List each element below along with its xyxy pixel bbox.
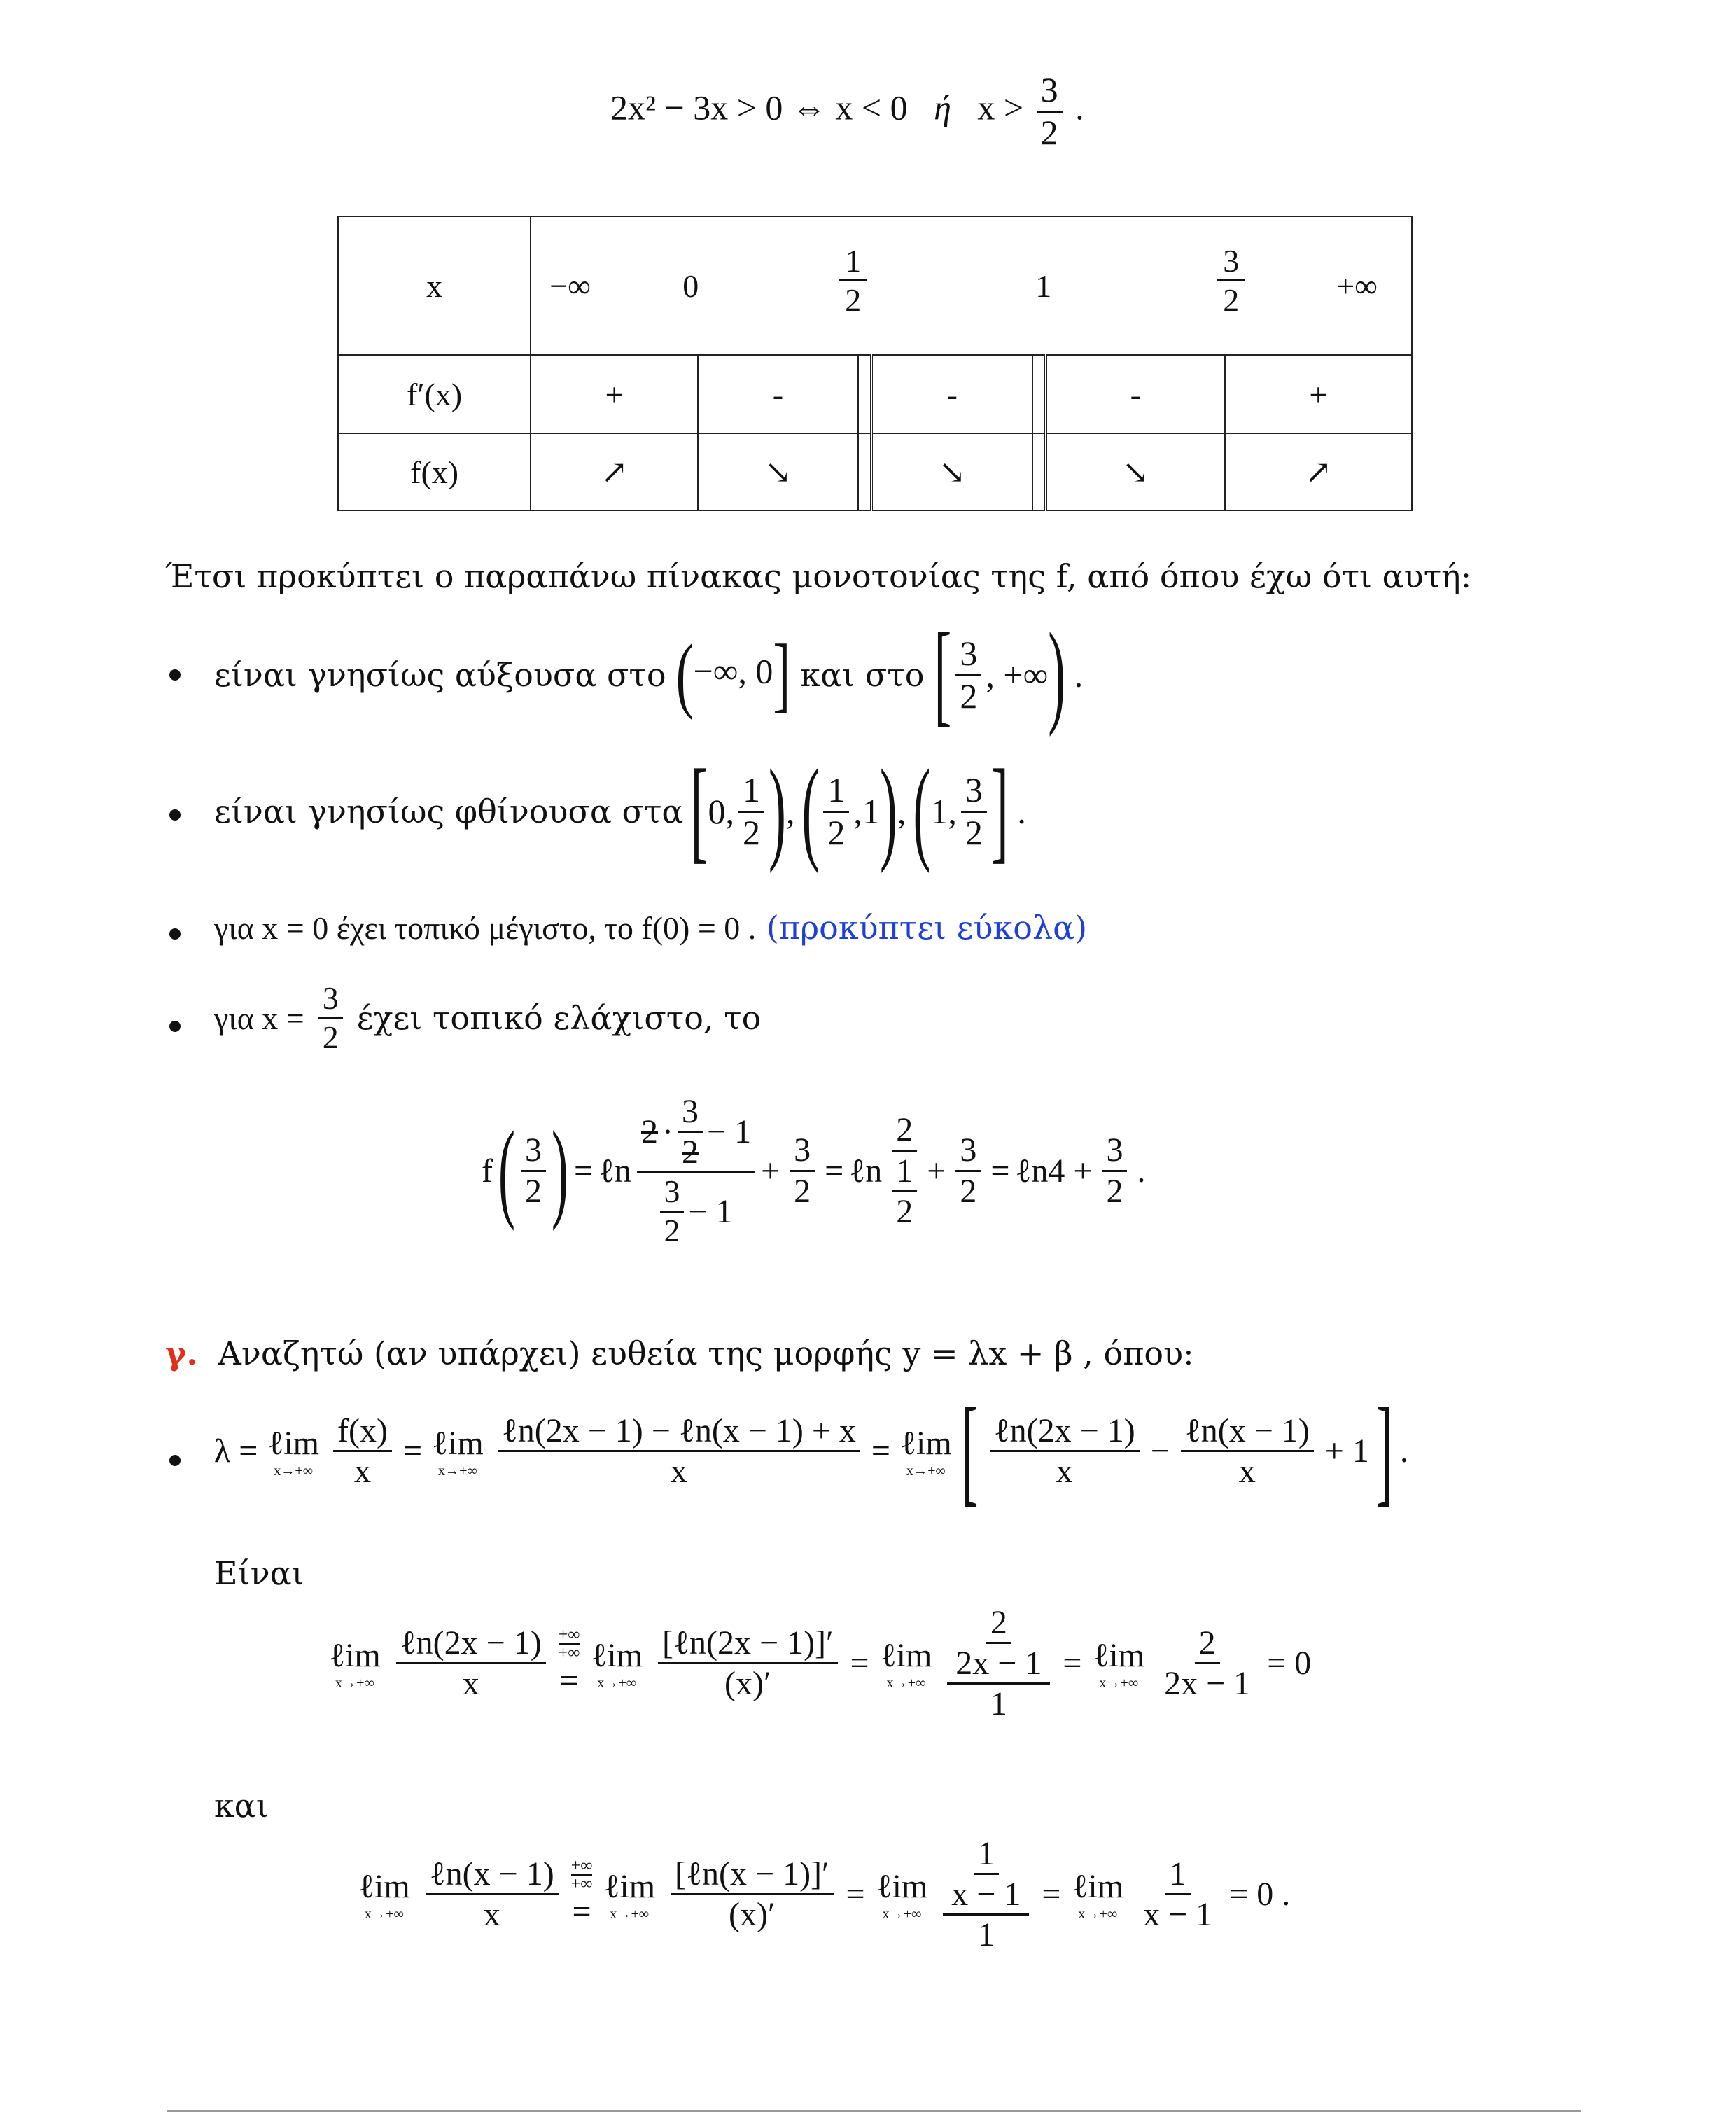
f-arrow: ↘ xyxy=(872,433,1032,510)
fprime-sign: - xyxy=(872,355,1032,433)
interval-2: ( $\frac{1}{2}$ ,1 ) , xyxy=(802,746,906,875)
fmin-big-fraction: 2 · $\frac{3}{2}$ − 1 $\frac{3}{2}$ − 1 xyxy=(637,1092,755,1249)
bullet-dot xyxy=(169,809,181,821)
bullet-decreasing: είναι γνησίως φθίνουσα στα [ 0, $\frac{1}{2}$ ) , ( $\frac{1}{2}$ ,1 ) , ( 1, $\frac{3}{2}$ ] . xyxy=(214,746,1026,875)
bullet-dot xyxy=(169,1021,181,1032)
text-kai: και xyxy=(214,1787,269,1825)
x-point-minus-inf: −∞ xyxy=(550,268,591,304)
intro-text: Έτσι προκύπτει ο παραπάνω πίνακας μονοτονίας της f, από όπου έχω ότι αυτή: xyxy=(165,557,1472,595)
f-arrow: ↗ xyxy=(1225,433,1412,510)
fprime-sign: - xyxy=(698,355,858,433)
x-point-1: 1 xyxy=(1035,268,1052,304)
row-label-f: f(x) xyxy=(338,433,531,510)
x-point-plus-inf: +∞ xyxy=(1336,268,1378,304)
double-bar-one xyxy=(1032,433,1046,510)
limit-ln-2x-1: ℓim x→+∞ $\frac{\text{ℓn(2x − 1)}}{x}$ +∞ +∞ = ℓim x→+∞ $\frac{\text{[ℓn(2x − 1)]′}}{(x)'}$ = ℓim x→+∞ $\frac{\frac{2}{2x - 1}}{1}$ = ℓim x→+∞ $\frac{2}{2x - 1}$ = 0 xyxy=(329,1604,1312,1723)
top-inequality: 2x² − 3x > 0 ⇔ x < 0 ή x > $\frac{3}{2}$ . xyxy=(610,70,1084,152)
x-point-0: 0 xyxy=(682,268,699,304)
table-row-x xyxy=(338,216,1412,355)
x-point-three-halves: 3 2 xyxy=(1217,242,1245,319)
row-label-fprime: f′(x) xyxy=(338,355,531,433)
bullet-increasing: είναι γνησίως αύξουσα στο (−∞, 0] και στο [ $\frac{3}{2}$ , +∞ ) . xyxy=(214,610,1084,739)
x-point-half: 1 2 xyxy=(839,242,867,319)
table-row-fprime xyxy=(338,355,1412,433)
f-arrow: ↘ xyxy=(1046,433,1225,510)
f-arrow: ↗ xyxy=(531,433,698,510)
footer-rule xyxy=(167,2110,1581,2112)
fprime-sign: + xyxy=(531,355,698,433)
monotonicity-table xyxy=(337,216,1413,511)
bullet-local-max: για x = 0 έχει τοπικό μέγιστο, το f(0) = 0 . (προκύπτει εύκολα) xyxy=(214,909,1088,947)
bullet-local-min: για x = $\frac{3}{2}$ έχει τοπικό ελάχιστο, το xyxy=(214,980,762,1055)
fprime-sign: - xyxy=(1046,355,1225,433)
f-arrow: ↘ xyxy=(698,433,858,510)
hospital-marker: +∞ +∞ = xyxy=(570,1857,593,1931)
bullet-dot xyxy=(169,928,181,940)
lambda-equation: λ = ℓim x→+∞ $\frac{f(x)}{x}$ = ℓim x→+∞ $\frac{\text{ℓn(2x − 1) − ℓn(x − 1) + x}}{x}$ = ℓim x→+∞ [ $\frac{\text{ℓn(2x − 1)}}{x}$ − $\frac{\text{ℓn(x − 1)}}{x}$ + 1 ] . xyxy=(214,1383,1408,1518)
section-label-c: γ. xyxy=(165,1334,198,1372)
limit-ln-x-1: ℓim x→+∞ $\frac{\text{ℓn(x − 1)}}{x}$ +∞ +∞ = ℓim x→+∞ $\frac{\text{[ℓn(x − 1)]′}}{(x)'}$ = ℓim x→+∞ $\frac{\frac{1}{x - 1}}{1}$ = ℓim x→+∞ $\frac{1}{x - 1}$ = 0 . xyxy=(358,1835,1291,1954)
bullet-dot xyxy=(169,669,181,681)
interval-1: [ 0, $\frac{1}{2}$ ) , xyxy=(690,746,795,875)
text-einai: Είναι xyxy=(214,1554,304,1592)
fprime-sign: + xyxy=(1225,355,1412,433)
double-bar-half xyxy=(858,355,872,433)
fmin-equation: f ( $\frac{3}{2}$ ) = ℓn 2 · $\frac{3}{2}$ − 1 $\frac{3}{2}$ − 1 + $\frac{3}{2}$ = ℓn $\frac{2}{\frac{1}{2}}$ + $\frac{3}{2}$ = ℓn4 + $\frac{3}{2}$ . xyxy=(482,1093,1146,1248)
hospital-marker: +∞ +∞ = xyxy=(558,1626,580,1700)
section-c: γ. Αναζητώ (αν υπάρχει) ευθεία της μορφής y = λx + β , όπου: xyxy=(165,1334,1194,1372)
interval-3: ( 1, $\frac{3}{2}$ ] . xyxy=(913,746,1026,875)
x-points-cell xyxy=(531,216,1412,355)
double-bar-one xyxy=(1032,355,1046,433)
note-easy: (προκύπτει εύκολα) xyxy=(766,909,1088,947)
table-row-f xyxy=(338,433,1412,510)
double-bar-half xyxy=(858,433,872,510)
bullet-dot xyxy=(169,1455,181,1466)
row-label-x: x xyxy=(338,216,531,355)
